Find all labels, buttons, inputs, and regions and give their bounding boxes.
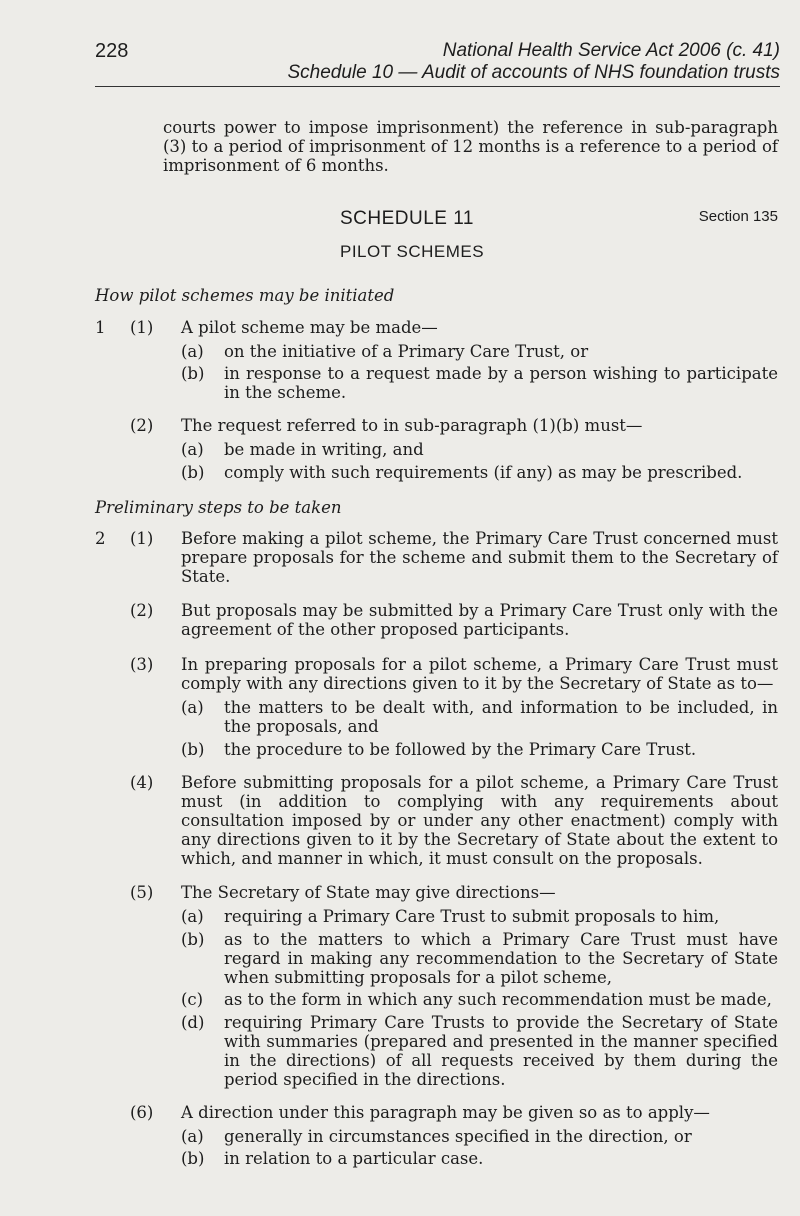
item-text: requiring Primary Care Trusts to provide the Secretary of State with summaries (prepared and presented in the manner specified in the directions) of all requests received by them during the period specified in the directions. xyxy=(224,1012,778,1089)
item-label: (a) xyxy=(181,341,204,361)
item-text: as to the form in which any such recommendation must be made, xyxy=(224,990,772,1010)
item-label: (d) xyxy=(181,1012,205,1032)
item-label: (b) xyxy=(181,364,205,384)
item-text: comply with such requirements (if any) as may be prescribed. xyxy=(224,462,743,482)
item-label: (a) xyxy=(181,1126,204,1146)
item-label: (b) xyxy=(181,739,205,759)
item-text: be made in writing, and xyxy=(224,440,424,460)
paragraph-number-2: 2 xyxy=(95,528,106,548)
subparagraph-text: The request referred to in sub-paragraph (1)(b) must— xyxy=(181,416,643,436)
running-header-schedule: Schedule 10 — Audit of accounts of NHS foundation trusts xyxy=(287,62,780,83)
item-label: (b) xyxy=(181,1149,205,1169)
subparagraph-label: (1) xyxy=(130,528,154,548)
schedule-section-ref: Section 135 xyxy=(698,208,778,225)
item-text: the procedure to be followed by the Primary Care Trust. xyxy=(224,739,697,759)
item-label: (a) xyxy=(181,907,204,927)
cross-heading-preliminary: Preliminary steps to be taken xyxy=(95,497,342,517)
item-label: (b) xyxy=(181,462,205,482)
paragraph-number-1: 1 xyxy=(95,317,106,337)
subparagraph-text: Before submitting proposals for a pilot scheme, a Primary Care Trust must (in addition to complying with any requirements about consultation imposed by or under any other enactment) comply with any directions given to it by the Secretary of State about the extent to which, and manner in which, it must consult on the proposals. xyxy=(181,772,778,868)
item-label: (a) xyxy=(181,698,204,718)
subparagraph-text: Before making a pilot scheme, the Primary Care Trust concerned must prepare proposals for the scheme and submit them to the Secretary of State. xyxy=(181,528,778,586)
item-text: as to the matters to which a Primary Care Trust must have regard in making any recommendation to the Secretary of State when submitting proposals for a pilot scheme, xyxy=(224,929,778,987)
subparagraph-label: (3) xyxy=(130,654,154,674)
item-text: on the initiative of a Primary Care Trust, or xyxy=(224,341,589,361)
subparagraph-text: A direction under this paragraph may be given so as to apply— xyxy=(181,1102,710,1122)
page-number: 228 xyxy=(95,40,129,62)
subparagraph-text: In preparing proposals for a pilot scheme, a Primary Care Trust must comply with any directions given to it by the Secretary of State as to— xyxy=(181,654,778,693)
subparagraph-label: (5) xyxy=(130,883,154,903)
intro-paragraph: courts power to impose imprisonment) the reference in sub-paragraph (3) to a period of imprisonment of 12 months is a reference to a period of imprisonment of 6 months. xyxy=(163,118,778,175)
subparagraph-label: (6) xyxy=(130,1102,154,1122)
item-label: (a) xyxy=(181,440,204,460)
subparagraph-text: A pilot scheme may be made— xyxy=(181,317,438,337)
schedule-title: SCHEDULE 11 xyxy=(340,208,474,229)
subparagraph-label: (2) xyxy=(130,601,154,621)
subparagraph-text: But proposals may be submitted by a Primary Care Trust only with the agreement of the other proposed participants. xyxy=(181,601,778,640)
header-rule xyxy=(95,86,780,87)
item-text: generally in circumstances specified in the direction, or xyxy=(224,1126,692,1146)
subparagraph-label: (2) xyxy=(130,416,154,436)
item-text: in response to a request made by a person wishing to participate in the scheme. xyxy=(224,364,778,403)
item-text: requiring a Primary Care Trust to submit proposals to him, xyxy=(224,907,720,927)
subparagraph-text: The Secretary of State may give directions— xyxy=(181,883,556,903)
item-text: in relation to a particular case. xyxy=(224,1149,484,1169)
schedule-subtitle: PILOT SCHEMES xyxy=(340,242,485,262)
subparagraph-label: (4) xyxy=(130,772,154,792)
item-label: (b) xyxy=(181,929,205,949)
item-text: the matters to be dealt with, and information to be included, in the proposals, and xyxy=(224,698,778,737)
cross-heading-initiated: How pilot schemes may be initiated xyxy=(95,286,395,306)
running-header-act: National Health Service Act 2006 (c. 41) xyxy=(442,40,780,61)
item-label: (c) xyxy=(181,990,204,1010)
subparagraph-label: (1) xyxy=(130,317,154,337)
